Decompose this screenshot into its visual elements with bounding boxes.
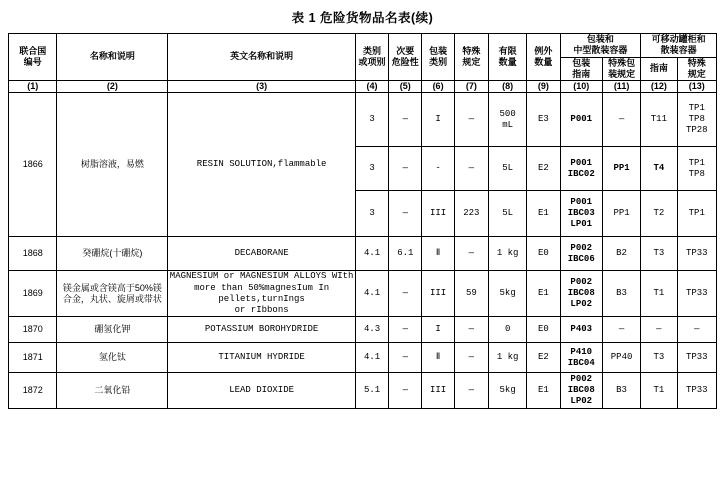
page-title: 表 1 危险货物品名表(续) xyxy=(291,11,434,25)
table-row xyxy=(9,317,717,343)
cell-packing-instruction: P002 IBC06 xyxy=(560,237,602,271)
cell-packing-special: — xyxy=(602,317,640,343)
table-row xyxy=(9,237,717,271)
header-excepted-quantity: 例外 数量 xyxy=(527,34,560,81)
cell-packing-special: — xyxy=(602,93,640,147)
cell-special-provision: — xyxy=(454,343,488,373)
cell-packing-instruction: P410 IBC04 xyxy=(560,343,602,373)
cell-name-en: TITANIUM HYDRIDE xyxy=(168,343,356,373)
cell-name-en: LEAD DIOXIDE xyxy=(168,373,356,409)
cell-packing-instruction: P001 IBC03 LP01 xyxy=(560,191,602,237)
header-class: 类别 或项别 xyxy=(355,34,388,81)
col-num-2: (2) xyxy=(57,81,168,93)
cell-subrisk: — xyxy=(389,373,422,409)
cell-packing-instruction: P002 IBC08 LP02 xyxy=(560,271,602,317)
cell-un-number: 1870 xyxy=(9,317,57,343)
cell-portable-instruction: — xyxy=(641,317,677,343)
col-num-3: (3) xyxy=(168,81,356,93)
cell-packing-special: B3 xyxy=(602,271,640,317)
header-subsidiary-risk: 次要 危险性 xyxy=(389,34,422,81)
header-special-provisions: 特殊 规定 xyxy=(454,34,488,81)
col-num-11: (11) xyxy=(602,81,640,93)
cell-packing-instruction: P403 xyxy=(560,317,602,343)
cell-limited-quantity: 500 mL xyxy=(488,93,526,147)
cell-name-cn: 硼氢化钾 xyxy=(57,317,168,343)
cell-portable-special: TP33 xyxy=(677,343,716,373)
cell-portable-special: TP33 xyxy=(677,237,716,271)
cell-excepted-quantity: E3 xyxy=(527,93,560,147)
cell-portable-special: TP1 TP8 TP28 xyxy=(677,93,716,147)
cell-name-cn: 二氧化铅 xyxy=(57,373,168,409)
cell-limited-quantity: 5L xyxy=(488,147,526,191)
cell-limited-quantity: 5kg xyxy=(488,271,526,317)
cell-special-provision: — xyxy=(454,317,488,343)
col-num-13: (13) xyxy=(677,81,716,93)
cell-special-provision: — xyxy=(454,373,488,409)
cell-special-provision: — xyxy=(454,93,488,147)
cell-packing-special: B2 xyxy=(602,237,640,271)
cell-packing-instruction: P001 IBC02 xyxy=(560,147,602,191)
cell-packing-group: Ⅱ xyxy=(422,343,454,373)
cell-name-en: DECABORANE xyxy=(168,237,356,271)
cell-name-cn: 树脂溶液，易燃 xyxy=(57,93,168,237)
header-limited-quantity: 有限 数量 xyxy=(488,34,526,81)
cell-packing-group: I xyxy=(422,317,454,343)
cell-special-provision: — xyxy=(454,237,488,271)
cell-limited-quantity: 5kg xyxy=(488,373,526,409)
header-packing-special-provision: 特殊包 装规定 xyxy=(602,57,640,81)
cell-class: 4.1 xyxy=(355,271,388,317)
table-row xyxy=(9,343,717,373)
table-row xyxy=(9,93,717,147)
cell-class: 3 xyxy=(355,147,388,191)
cell-packing-special: PP40 xyxy=(602,343,640,373)
cell-limited-quantity: 1 kg xyxy=(488,237,526,271)
cell-packing-special: PP1 xyxy=(602,147,640,191)
cell-portable-special: — xyxy=(677,317,716,343)
cell-class: 5.1 xyxy=(355,373,388,409)
col-num-8: (8) xyxy=(488,81,526,93)
col-num-9: (9) xyxy=(527,81,560,93)
cell-portable-special: TP1 TP8 xyxy=(677,147,716,191)
header-packing-group: 包装 类别 xyxy=(422,34,454,81)
col-num-5: (5) xyxy=(389,81,422,93)
cell-portable-instruction: T1 xyxy=(641,271,677,317)
col-num-6: (6) xyxy=(422,81,454,93)
header-portable-instruction: 指南 xyxy=(641,57,677,81)
cell-packing-group: I xyxy=(422,93,454,147)
cell-portable-instruction: T4 xyxy=(641,147,677,191)
cell-class: 4.3 xyxy=(355,317,388,343)
cell-subrisk: — xyxy=(389,317,422,343)
header-name-en: 英文名称和说明 xyxy=(168,34,356,81)
cell-un-number: 1871 xyxy=(9,343,57,373)
cell-special-provision: — xyxy=(454,147,488,191)
cell-name-en: RESIN SOLUTION,flammable xyxy=(168,93,356,237)
cell-packing-special: B3 xyxy=(602,373,640,409)
cell-portable-special: TP1 xyxy=(677,191,716,237)
cell-excepted-quantity: E1 xyxy=(527,373,560,409)
cell-subrisk: — xyxy=(389,147,422,191)
cell-excepted-quantity: E1 xyxy=(527,191,560,237)
cell-subrisk: — xyxy=(389,343,422,373)
cell-un-number: 1872 xyxy=(9,373,57,409)
cell-portable-instruction: T3 xyxy=(641,237,677,271)
cell-name-cn: 镁金属或含镁高于50%镁 合金，丸状、旋屑或带状 xyxy=(57,271,168,317)
cell-un-number: 1868 xyxy=(9,237,57,271)
header-portable-tank-group: 可移动罐柜和 散装容器 xyxy=(641,34,717,58)
cell-portable-instruction: T11 xyxy=(641,93,677,147)
cell-excepted-quantity: E0 xyxy=(527,237,560,271)
cell-packing-group: III xyxy=(422,271,454,317)
table-row xyxy=(9,271,717,317)
cell-excepted-quantity: E2 xyxy=(527,147,560,191)
cell-packing-instruction: P001 xyxy=(560,93,602,147)
cell-portable-special: TP33 xyxy=(677,373,716,409)
cell-subrisk: — xyxy=(389,191,422,237)
cell-name-cn: 癸硼烷(十硼烷) xyxy=(57,237,168,271)
cell-packing-group: III xyxy=(422,373,454,409)
cell-subrisk: — xyxy=(389,93,422,147)
cell-packing-group: - xyxy=(422,147,454,191)
cell-portable-instruction: T3 xyxy=(641,343,677,373)
cell-name-en: MAGNESIUM or MAGNESIUM ALLOYS WIth more than 50%magnesIum In pellets,turnIngs or rIbbons xyxy=(169,271,354,315)
cell-packing-special: PP1 xyxy=(602,191,640,237)
cell-class: 3 xyxy=(355,93,388,147)
cell-special-provision: 59 xyxy=(454,271,488,317)
cell-subrisk: 6.1 xyxy=(389,237,422,271)
header-name-cn: 名称和说明 xyxy=(57,34,168,81)
cell-class: 3 xyxy=(355,191,388,237)
header-packaging-ibc-group: 包装和 中型散装容器 xyxy=(560,34,641,58)
header-portable-special-provision: 特殊 规定 xyxy=(677,57,716,81)
cell-class: 4.1 xyxy=(355,237,388,271)
cell-packing-instruction: P002 IBC08 LP02 xyxy=(560,373,602,409)
cell-subrisk: — xyxy=(389,271,422,317)
col-num-10: (10) xyxy=(560,81,602,93)
header-un-number: 联合国 编号 xyxy=(9,34,57,81)
cell-portable-special: TP33 xyxy=(677,271,716,317)
header-row-1 xyxy=(9,34,717,58)
cell-limited-quantity: 5L xyxy=(488,191,526,237)
cell-packing-group: III xyxy=(422,191,454,237)
col-num-7: (7) xyxy=(454,81,488,93)
cell-name-en: POTASSIUM BOROHYDRIDE xyxy=(168,317,356,343)
dangerous-goods-table xyxy=(8,33,717,409)
cell-portable-instruction: T2 xyxy=(641,191,677,237)
col-num-4: (4) xyxy=(355,81,388,93)
cell-limited-quantity: 1 kg xyxy=(488,343,526,373)
cell-packing-group: Ⅱ xyxy=(422,237,454,271)
cell-un-number: 1866 xyxy=(9,93,57,237)
col-num-12: (12) xyxy=(641,81,677,93)
cell-excepted-quantity: E1 xyxy=(527,271,560,317)
col-num-1: (1) xyxy=(9,81,57,93)
cell-class: 4.1 xyxy=(355,343,388,373)
column-number-row xyxy=(9,81,717,93)
cell-excepted-quantity: E0 xyxy=(527,317,560,343)
cell-special-provision: 223 xyxy=(454,191,488,237)
cell-portable-instruction: T1 xyxy=(641,373,677,409)
table-row xyxy=(9,373,717,409)
cell-limited-quantity: 0 xyxy=(488,317,526,343)
cell-name-cn: 氢化钛 xyxy=(57,343,168,373)
cell-excepted-quantity: E2 xyxy=(527,343,560,373)
header-packing-instruction: 包装 指南 xyxy=(560,57,602,81)
cell-un-number: 1869 xyxy=(9,271,57,317)
